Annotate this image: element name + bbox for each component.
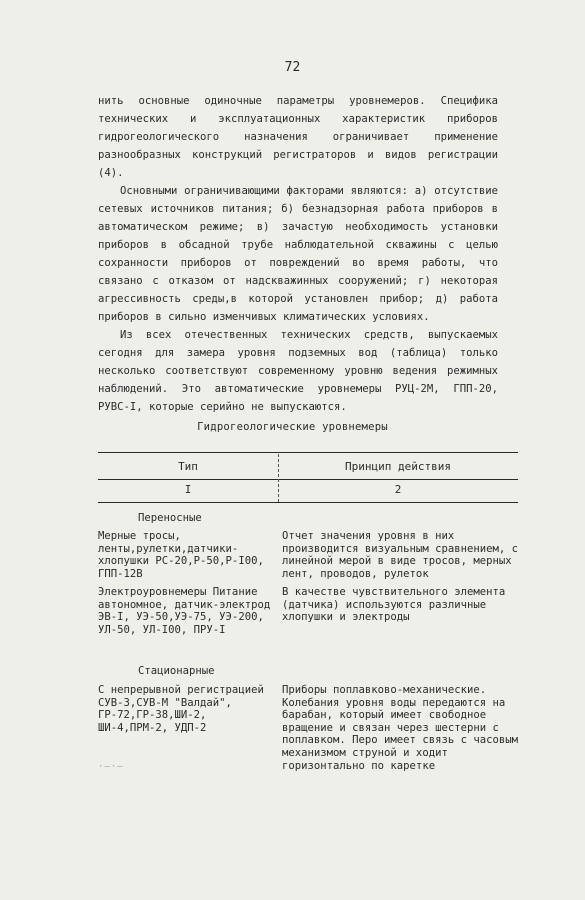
- section-stationary: Стационарные: [138, 665, 215, 677]
- table-row-3-type: С непрерывной регистрацией СУВ-3,СУВ-М "Валдай", ГР-72,ГР-38,ШИ-2, ШИ-4,ПРМ-2, УДП-2: [98, 684, 264, 734]
- table-row-2-principle: В качестве чувствительного элемента (датчика) используются различные хлопушки и электроды: [282, 586, 506, 624]
- table-row-2-type: Электроуровнемеры Питание автономное, датчик-электрод ЭВ-I, УЭ-50,УЭ-75, УЭ-200, УЛ-50, УЛ-I00, ПРУ-I: [98, 586, 271, 636]
- paragraph-2: Основными ограничивающими факторами являются: а) отсутствие сетевых источников питания; б) безнадзорная работа приборов в автоматическом режиме; в) зачастую необходимость установки приборов в обсадной трубе наблюдательной скважины с целью сохранности приборов от повреждений во время работы, что связано с отказом от надскважинных сооружений; г) некоторая агрессивность среды,в которой установлен прибор; д) работа приборов в сильно изменчивых климатических условиях.: [98, 185, 498, 323]
- section-portable: Переносные: [138, 512, 202, 524]
- table-numbers-rule: [98, 502, 518, 503]
- header-type: Тип: [178, 460, 198, 473]
- table-top-rule: [98, 452, 518, 453]
- header-principle: Принцип действия: [345, 460, 451, 473]
- table-header-rule: [98, 479, 518, 480]
- column-number-2: 2: [394, 483, 402, 496]
- table-row-3-principle: Приборы поплавково-механические. Колебания уровня воды передаются на барабан, который имеет свободное вращение и связан через шестерни с поплавком. Перо имеет связь с часовым механизмом струной и ходит горизонтально по каретке: [282, 684, 518, 772]
- table-title: Гидрогеологические уровнемеры: [197, 421, 388, 433]
- paragraph-3: Из всех отечественных технических средств, выпускаемых сегодня для замера уровня подземных вод (таблица) только несколько соответствуют современному уровню ведения режимных наблюдений. Это автоматические уровнемеры РУЦ-2М, ГПП-20, РУВС-I, которые серийно не выпускаются.: [98, 329, 498, 413]
- page-number: 72: [284, 60, 301, 75]
- body-text: [98, 92, 498, 416]
- table-row-1-principle: Отчет значения уровня в них производится визуальным сравнением, с линейной мерой в виде тросов, мерных лент, проводов, рулеток: [282, 530, 518, 580]
- paragraph-1: нить основные одиночные параметры уровнемеров. Специфика технических и эксплуатационных характеристик приборов гидрогеологического назначения ограничивает применение разнообразных конструкций регистраторов и видов регистрации (4).: [98, 95, 498, 179]
- column-number-1: I: [184, 483, 192, 496]
- table-row-1-type: Мерные тросы, ленты,рулетки,датчики-хлопушки РС-20,Р-50,Р-I00, ГПП-12В: [98, 530, 264, 580]
- faint-pencil-mark: ·—·—: [98, 762, 124, 772]
